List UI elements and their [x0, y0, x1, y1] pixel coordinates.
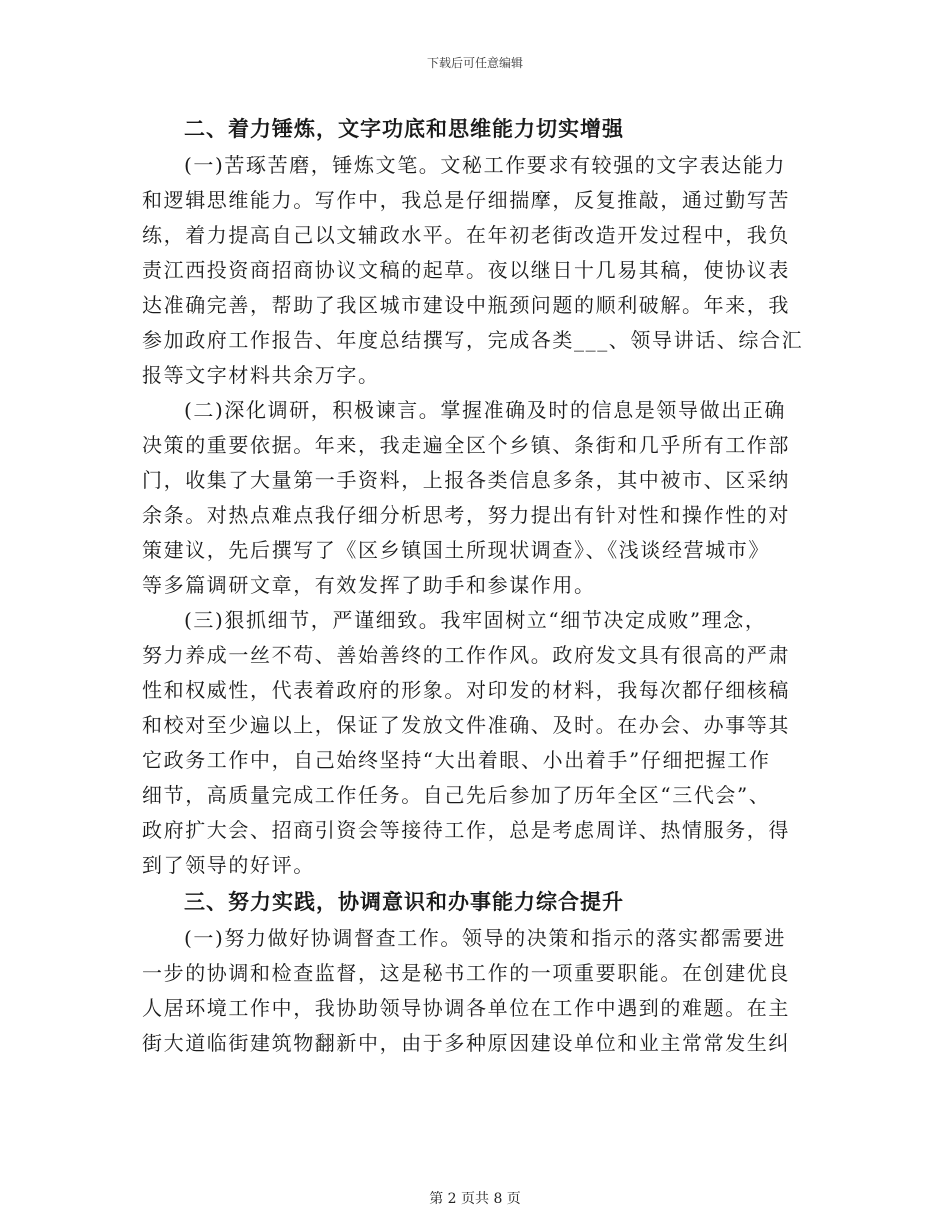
text-line: (一)苦琢苦磨，锤炼文笔。文秘工作要求有较强的文字表达能力: [184, 153, 787, 177]
text-line: 人居环境工作中，我协助领导协调各单位在工作中遇到的难题。在主: [142, 996, 790, 1020]
text-line: 到了领导的好评。: [142, 853, 315, 877]
text-line: 策建议，先后撰写了《区乡镇国土所现状调查》、《浅谈经营城市》: [142, 538, 770, 562]
text-line: 和逻辑思维能力。写作中，我总是仔细揣摩，反复推敲，通过勤写苦: [142, 188, 790, 212]
text-line: 街大道临街建筑物翻新中，由于多种原因建设单位和业主常常发生纠: [142, 1031, 790, 1055]
text-line: 练，着力提高自己以文辅政水平。在年初老街改造开发过程中，我负: [142, 223, 790, 247]
document-body: [142, 112, 804, 1061]
paragraph: [142, 393, 792, 603]
text-line: 余条。对热点难点我仔细分析思考，努力提出有针对性和操作性的对: [142, 503, 790, 527]
text-line: 门，收集了大量第一手资料，上报各类信息多条，其中被市、区采纳: [142, 468, 790, 492]
text-line: 决策的重要依据。年来，我走遍全区个乡镇、条街和几乎所有工作部: [142, 433, 790, 457]
text-line: 它政务工作中，自己始终坚持“大出着眼、小出着手”仔细把握工作: [142, 748, 771, 772]
text-line: 性和权威性，代表着政府的形象。对印发的材料，我每次都仔细核稿: [142, 678, 790, 702]
text-line: 责江西投资商招商协议文稿的起草。夜以继日十几易其稿，使协议表: [142, 258, 790, 282]
section-heading: 三、努力实践，协调意识和办事能力综合提升: [184, 889, 624, 914]
text-line: 报等文字材料共余万字。: [142, 363, 380, 387]
text-line: 等多篇调研文章，有效发挥了助手和参谋作用。: [142, 573, 596, 597]
text-line: (二)深化调研，积极谏言。掌握准确及时的信息是领导做出正确: [184, 398, 787, 422]
section-heading: 二、着力锤炼，文字功底和思维能力切实增强: [184, 116, 624, 141]
text-line: 和校对至少遍以上，保证了发放文件准确、及时。在办会、办事等其: [142, 713, 790, 737]
paragraph: [142, 603, 792, 883]
text-line: 一步的协调和检查监督，这是秘书工作的一项重要职能。在创建优良: [142, 961, 790, 985]
text-line: 努力养成一丝不苟、善始善终的工作作风。政府发文具有很高的严肃: [142, 643, 790, 667]
text-line: (一)努力做好协调督查工作。领导的决策和指示的落实都需要进: [184, 926, 787, 950]
page-footer: 第 2 页共 8 页: [429, 1191, 521, 1207]
text-line: 达准确完善，帮助了我区城市建设中瓶颈问题的顺利破解。年来，我: [142, 293, 790, 317]
paragraph: [142, 921, 792, 1061]
text-line: 参加政府工作报告、年度总结撰写，完成各类___、领导讲话、综合汇: [142, 328, 804, 352]
paragraph: [142, 148, 804, 393]
text-line: (三)狠抓细节，严谨细致。我牢固树立“细节决定成败”理念，: [184, 608, 767, 632]
page-header: 下载后可任意编辑: [426, 56, 523, 70]
text-line: 政府扩大会、招商引资会等接待工作，总是考虑周详、热情服务，得: [142, 818, 790, 842]
text-line: 细节，高质量完成工作任务。自己先后参加了历年全区“三代会”、: [142, 783, 771, 807]
